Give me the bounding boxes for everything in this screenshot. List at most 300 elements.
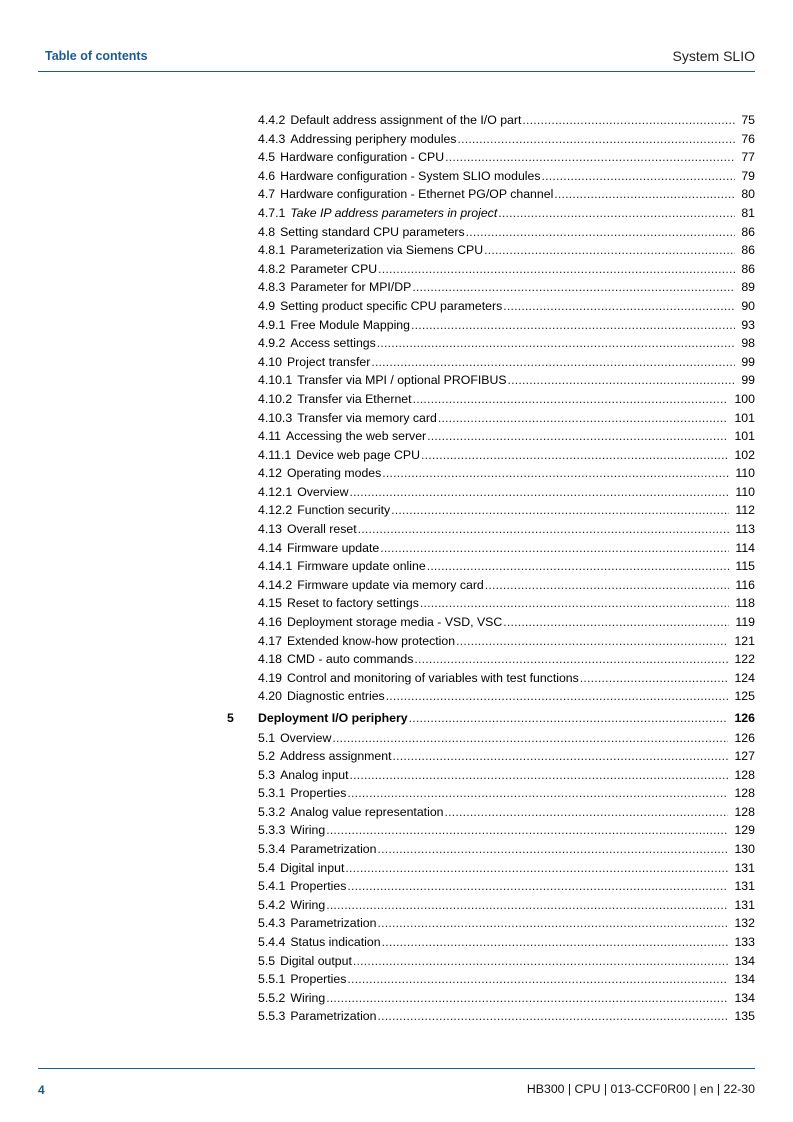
toc-page-number: 119 bbox=[735, 615, 755, 630]
toc-page-number: 75 bbox=[741, 113, 755, 127]
toc-section-title: Setting standard CPU parameters bbox=[280, 224, 465, 239]
toc-entry-line bbox=[258, 483, 755, 502]
toc-page-number: 115 bbox=[735, 559, 755, 574]
toc-entry-line bbox=[258, 914, 755, 933]
toc-section-title: CMD - auto commands bbox=[286, 652, 414, 667]
toc-entry[interactable] bbox=[0, 185, 793, 204]
toc-page-number: 113 bbox=[735, 522, 755, 537]
toc-leader-dots bbox=[371, 353, 735, 372]
toc-entry-line bbox=[258, 371, 755, 390]
toc-section-title: Firmware update online bbox=[297, 559, 426, 574]
toc-page-number: 128 bbox=[734, 804, 755, 819]
toc-leader-dots bbox=[391, 501, 729, 520]
toc-leader-dots bbox=[380, 539, 729, 558]
toc-entry[interactable] bbox=[0, 409, 793, 428]
toc-entry-line bbox=[258, 539, 755, 558]
toc-entry-line bbox=[258, 241, 755, 260]
toc-entry-line bbox=[258, 840, 755, 859]
toc-entry[interactable] bbox=[0, 747, 793, 766]
toc-section-title: Transfer via memory card bbox=[297, 410, 437, 425]
toc-leader-dots bbox=[498, 204, 735, 223]
toc-leader-dots bbox=[386, 687, 729, 706]
toc-section-title: Deployment I/O periphery bbox=[258, 711, 408, 725]
toc-section-title: Firmware update bbox=[286, 540, 380, 555]
toc-entry-line bbox=[258, 650, 755, 669]
toc-page-number: 127 bbox=[734, 749, 755, 764]
toc-entry[interactable] bbox=[0, 464, 793, 483]
toc-leader-dots bbox=[377, 1007, 728, 1026]
toc-entry[interactable] bbox=[0, 334, 793, 353]
toc-entry[interactable] bbox=[0, 952, 793, 971]
toc-entry-line bbox=[258, 729, 755, 748]
toc-section-title: Overview bbox=[280, 730, 332, 745]
toc-page-number: 128 bbox=[734, 786, 755, 801]
toc-leader-dots bbox=[347, 877, 728, 896]
toc-section-number: 4.5 bbox=[258, 150, 276, 165]
toc-entry[interactable] bbox=[0, 316, 793, 335]
toc-entry[interactable] bbox=[0, 483, 793, 502]
toc-page-number: 132 bbox=[734, 916, 755, 931]
toc-leader-dots bbox=[377, 334, 736, 353]
toc-entry-line bbox=[258, 427, 755, 446]
toc-section-number: 4.8 bbox=[258, 224, 276, 239]
toc-entry[interactable] bbox=[0, 427, 793, 446]
toc-entry[interactable] bbox=[0, 278, 793, 297]
toc-entry[interactable] bbox=[0, 1007, 793, 1026]
toc-leader-dots bbox=[347, 970, 728, 989]
toc-section-number: 4.8.2 bbox=[258, 261, 286, 276]
toc-leader-dots bbox=[377, 914, 728, 933]
toc-entry[interactable] bbox=[0, 297, 793, 316]
toc-entry[interactable] bbox=[0, 859, 793, 878]
toc-section-title: Access settings bbox=[290, 336, 376, 351]
toc-entry[interactable] bbox=[0, 970, 793, 989]
toc-entry[interactable] bbox=[0, 989, 793, 1008]
toc-entry-line bbox=[258, 859, 755, 878]
toc-section-title: Address assignment bbox=[280, 749, 392, 764]
toc-page-number: 80 bbox=[741, 187, 755, 202]
toc-leader-dots bbox=[445, 148, 735, 167]
toc-entry-line bbox=[258, 223, 755, 242]
toc-section-number: 4.19 bbox=[258, 670, 282, 685]
toc-page-number: 130 bbox=[734, 842, 755, 857]
toc-chapter-number: 5 bbox=[227, 711, 234, 725]
toc-section-number: 5.3.2 bbox=[258, 804, 286, 819]
toc-entry[interactable] bbox=[0, 111, 793, 130]
toc-section-title: Accessing the web server bbox=[286, 429, 427, 444]
toc-section-number: 5.5 bbox=[258, 953, 276, 968]
toc-page-number: 134 bbox=[734, 953, 755, 968]
toc-page-number: 86 bbox=[741, 261, 755, 276]
toc-entry[interactable] bbox=[0, 613, 793, 632]
toc-page-number: 81 bbox=[741, 205, 755, 220]
toc-leader-dots bbox=[554, 185, 735, 204]
toc-section-number: 4.8.1 bbox=[258, 243, 286, 258]
toc-section-number: 5.4.3 bbox=[258, 916, 286, 931]
toc-leader-dots bbox=[503, 613, 729, 632]
toc-entry[interactable] bbox=[0, 896, 793, 915]
toc-section-title: Addressing periphery modules bbox=[290, 131, 457, 146]
toc-entry[interactable] bbox=[0, 167, 793, 186]
toc-entry[interactable] bbox=[0, 260, 793, 279]
toc-section-number: 4.18 bbox=[258, 652, 282, 667]
toc-entry-line bbox=[258, 687, 755, 706]
toc-section-number: 4.13 bbox=[258, 522, 282, 537]
toc-entry[interactable] bbox=[0, 371, 793, 390]
toc-leader-dots bbox=[427, 427, 728, 446]
toc-section-title: Parameter CPU bbox=[290, 261, 378, 276]
toc-section-number: 5.4 bbox=[258, 860, 276, 875]
toc-entry-line bbox=[258, 167, 755, 186]
toc-page-number: 76 bbox=[741, 131, 755, 146]
toc-section-title: Operating modes bbox=[286, 466, 382, 481]
toc-entry-line bbox=[258, 260, 755, 279]
toc-entry[interactable] bbox=[0, 594, 793, 613]
toc-page-number: 129 bbox=[734, 823, 755, 838]
toc-section-title: Free Module Mapping bbox=[290, 317, 410, 332]
toc-page-number: 133 bbox=[734, 935, 755, 950]
toc-section-title: Take IP address parameters in project bbox=[290, 205, 498, 220]
toc-section-title: Transfer via Ethernet bbox=[297, 391, 412, 406]
toc-leader-dots bbox=[414, 650, 728, 669]
toc-leader-dots bbox=[377, 840, 728, 859]
toc-entry-line bbox=[258, 896, 755, 915]
toc-section-number: 5.2 bbox=[258, 749, 276, 764]
toc-section-title: Digital input bbox=[280, 860, 345, 875]
toc-page-number: 110 bbox=[735, 484, 755, 499]
toc-section-number: 5.5.2 bbox=[258, 990, 286, 1005]
toc-entry-line bbox=[258, 446, 755, 465]
toc-entry[interactable] bbox=[0, 557, 793, 576]
toc-entry-line bbox=[258, 632, 755, 651]
toc-page-number: 131 bbox=[734, 860, 755, 875]
toc-entry-line bbox=[258, 316, 755, 335]
toc-leader-dots bbox=[438, 409, 729, 428]
toc-section-title: Deployment storage media - VSD, VSC bbox=[286, 615, 503, 630]
toc-page-number: 100 bbox=[734, 391, 755, 406]
toc-entry-line bbox=[258, 111, 755, 130]
toc-entry-line bbox=[258, 952, 755, 971]
toc-section-title: Wiring bbox=[290, 823, 326, 838]
toc-page-number: 99 bbox=[741, 373, 755, 388]
toc-section-title: Parametrization bbox=[290, 842, 377, 857]
table-of-contents bbox=[0, 111, 793, 1026]
toc-section-number: 4.8.3 bbox=[258, 280, 286, 295]
toc-leader-dots bbox=[412, 278, 735, 297]
toc-entry[interactable] bbox=[0, 877, 793, 896]
toc-section-title: Properties bbox=[290, 972, 347, 987]
toc-leader-dots bbox=[580, 669, 729, 688]
toc-entry[interactable] bbox=[0, 353, 793, 372]
toc-section-title: Default address assignment of the I/O part bbox=[290, 113, 522, 127]
toc-leader-dots bbox=[353, 952, 729, 971]
toc-section-title: Device web page CPU bbox=[296, 447, 420, 462]
toc-page-number: 124 bbox=[734, 670, 755, 685]
toc-leader-dots bbox=[413, 390, 729, 409]
toc-section-title: Diagnostic entries bbox=[286, 689, 385, 704]
footer-page-number: 4 bbox=[38, 1083, 45, 1097]
toc-entry-line bbox=[258, 970, 755, 989]
toc-page-number: 99 bbox=[741, 354, 755, 369]
toc-entry-line bbox=[258, 297, 755, 316]
toc-entry[interactable] bbox=[0, 446, 793, 465]
toc-section-title: Setting product specific CPU parameters bbox=[280, 298, 503, 313]
toc-entry[interactable] bbox=[0, 223, 793, 242]
header-product-name: System SLIO bbox=[672, 48, 755, 64]
toc-leader-dots bbox=[411, 316, 735, 335]
toc-entry-line bbox=[258, 803, 755, 822]
toc-page-number: 134 bbox=[734, 972, 755, 987]
toc-section-number: 5.3.4 bbox=[258, 842, 286, 857]
toc-section-title: Digital output bbox=[280, 953, 352, 968]
toc-leader-dots bbox=[393, 747, 729, 766]
header-divider bbox=[38, 71, 755, 72]
toc-entry[interactable] bbox=[0, 766, 793, 785]
toc-section-number: 4.11.1 bbox=[258, 447, 292, 462]
toc-section-title: Properties bbox=[290, 786, 347, 801]
toc-page-number: 118 bbox=[735, 596, 755, 611]
toc-leader-dots bbox=[542, 167, 736, 186]
toc-section-number: 4.14 bbox=[258, 540, 282, 555]
toc-section-title: Control and monitoring of variables with test functions bbox=[286, 670, 579, 685]
toc-section-number: 4.9 bbox=[258, 298, 276, 313]
toc-page-number: 116 bbox=[735, 577, 755, 592]
toc-section-number: 4.14.1 bbox=[258, 559, 293, 574]
toc-entry[interactable] bbox=[0, 840, 793, 859]
toc-leader-dots bbox=[421, 446, 728, 465]
toc-entry[interactable] bbox=[0, 933, 793, 952]
toc-entry-line bbox=[258, 353, 755, 372]
toc-leader-dots bbox=[382, 933, 729, 952]
toc-section-title: Hardware configuration - Ethernet PG/OP channel bbox=[280, 187, 554, 202]
toc-section-number: 4.10.3 bbox=[258, 410, 293, 425]
toc-leader-dots bbox=[427, 557, 730, 576]
toc-section-title: Parametrization bbox=[290, 916, 377, 931]
toc-section-title: Properties bbox=[290, 879, 347, 894]
toc-section-title: Firmware update via memory card bbox=[297, 577, 484, 592]
toc-page-number: 77 bbox=[741, 150, 755, 165]
toc-entry[interactable] bbox=[0, 130, 793, 149]
toc-section-number: 4.12.2 bbox=[258, 503, 293, 518]
toc-leader-dots bbox=[485, 576, 730, 595]
toc-page-number: 121 bbox=[734, 633, 755, 648]
toc-leader-dots bbox=[503, 297, 735, 316]
toc-section-number: 4.16 bbox=[258, 615, 282, 630]
toc-entry-line bbox=[258, 766, 755, 785]
toc-section-number: 4.12 bbox=[258, 466, 282, 481]
toc-entry[interactable] bbox=[0, 803, 793, 822]
toc-page-number: 135 bbox=[734, 1009, 755, 1024]
toc-entry-line bbox=[258, 278, 755, 297]
toc-section-title: Overview bbox=[297, 484, 349, 499]
toc-section-title: Parameter for MPI/DP bbox=[290, 280, 412, 295]
toc-section-title: Project transfer bbox=[286, 354, 371, 369]
toc-page-number: 98 bbox=[741, 336, 755, 351]
toc-section-number: 4.10 bbox=[258, 354, 282, 369]
toc-section-number: 4.17 bbox=[258, 633, 282, 648]
toc-section-number: 4.7 bbox=[258, 187, 276, 202]
toc-page-number: 110 bbox=[735, 466, 755, 481]
toc-section-title: Transfer via MPI / optional PROFIBUS bbox=[297, 373, 507, 388]
toc-entry[interactable] bbox=[0, 669, 793, 688]
toc-page-number: 79 bbox=[741, 168, 755, 183]
toc-entry-line bbox=[258, 933, 755, 952]
toc-leader-dots bbox=[326, 821, 728, 840]
toc-section-number: 5.1 bbox=[258, 730, 276, 745]
toc-entry[interactable] bbox=[0, 241, 793, 260]
toc-page-number: 134 bbox=[734, 990, 755, 1005]
toc-section-number: 5.5.1 bbox=[258, 972, 286, 987]
toc-section-title: Reset to factory settings bbox=[286, 596, 419, 611]
toc-entry[interactable] bbox=[0, 148, 793, 167]
header-section-title: Table of contents bbox=[45, 49, 148, 63]
toc-section-number: 5.4.2 bbox=[258, 897, 286, 912]
toc-page-number: 86 bbox=[741, 243, 755, 258]
toc-entry-line bbox=[258, 784, 755, 803]
toc-leader-dots bbox=[409, 708, 729, 729]
toc-entry[interactable] bbox=[0, 914, 793, 933]
toc-entry[interactable] bbox=[0, 390, 793, 409]
toc-section-number: 4.12.1 bbox=[258, 484, 293, 499]
toc-section-title: Wiring bbox=[290, 990, 326, 1005]
toc-page-number: 114 bbox=[735, 540, 755, 555]
toc-leader-dots bbox=[332, 729, 728, 748]
toc-entry[interactable] bbox=[0, 729, 793, 748]
toc-entry-line bbox=[258, 390, 755, 409]
toc-entry-line bbox=[258, 989, 755, 1008]
toc-section-title: Overall reset bbox=[286, 522, 357, 537]
toc-page-number: 89 bbox=[741, 280, 755, 295]
toc-section-title: Status indication bbox=[290, 935, 381, 950]
toc-page-number: 122 bbox=[734, 652, 755, 667]
toc-entry-line bbox=[258, 747, 755, 766]
toc-leader-dots bbox=[326, 896, 728, 915]
footer-divider bbox=[38, 1068, 755, 1069]
toc-entry-line bbox=[258, 409, 755, 428]
toc-entry[interactable] bbox=[0, 784, 793, 803]
toc-section-number: 5.5.3 bbox=[258, 1009, 286, 1024]
toc-section-number: 4.6 bbox=[258, 168, 276, 183]
toc-leader-dots bbox=[445, 803, 729, 822]
toc-page-number: 93 bbox=[741, 317, 755, 332]
toc-section-title: Extended know-how protection bbox=[286, 633, 456, 648]
toc-leader-dots bbox=[484, 241, 735, 260]
toc-entry[interactable] bbox=[0, 650, 793, 669]
toc-page-number: 125 bbox=[734, 689, 755, 704]
toc-section-title: Parametrization bbox=[290, 1009, 377, 1024]
toc-entry-line bbox=[258, 877, 755, 896]
toc-page-number: 131 bbox=[734, 897, 755, 912]
toc-section-number: 5.3.3 bbox=[258, 823, 286, 838]
toc-entry[interactable] bbox=[0, 632, 793, 651]
toc-section-title: Hardware configuration - CPU bbox=[280, 150, 445, 165]
toc-entry-line bbox=[258, 501, 755, 520]
toc-page-number: 112 bbox=[735, 503, 755, 518]
footer-document-id: HB300 | CPU | 013-CCF0R00 | en | 22-30 bbox=[526, 1082, 755, 1096]
toc-entry-line bbox=[258, 185, 755, 204]
toc-section-number: 4.7.1 bbox=[258, 205, 286, 220]
toc-entry-line bbox=[258, 1007, 755, 1026]
toc-leader-dots bbox=[358, 520, 730, 539]
toc-page-number: 101 bbox=[734, 429, 755, 444]
toc-section-title: Function security bbox=[297, 503, 391, 518]
toc-entry-line bbox=[258, 204, 755, 223]
toc-page-number: 128 bbox=[734, 767, 755, 782]
toc-leader-dots bbox=[378, 260, 735, 279]
toc-section-number: 4.11 bbox=[258, 429, 282, 444]
toc-entry-line bbox=[258, 148, 755, 167]
toc-page-number: 131 bbox=[734, 879, 755, 894]
toc-entry-line bbox=[258, 576, 755, 595]
toc-leader-dots bbox=[466, 223, 736, 242]
toc-section-number: 4.10.2 bbox=[258, 391, 293, 406]
toc-entry-line bbox=[258, 669, 755, 688]
toc-section-title: Analog input bbox=[280, 767, 349, 782]
toc-entry-line bbox=[258, 613, 755, 632]
toc-leader-dots bbox=[457, 130, 735, 149]
toc-entry[interactable] bbox=[0, 687, 793, 706]
toc-section-title: Hardware configuration - System SLIO modules bbox=[280, 168, 541, 183]
toc-leader-dots bbox=[345, 859, 728, 878]
toc-section-number: 5.3 bbox=[258, 767, 276, 782]
toc-section-number: 4.4.2 bbox=[258, 113, 286, 127]
toc-entry-line bbox=[258, 557, 755, 576]
toc-chapter-entry[interactable] bbox=[0, 708, 793, 729]
toc-section-number: 5.4.1 bbox=[258, 879, 286, 894]
toc-entry[interactable] bbox=[0, 821, 793, 840]
toc-section-title: Wiring bbox=[290, 897, 326, 912]
toc-entry[interactable] bbox=[0, 204, 793, 223]
toc-entry-line bbox=[258, 464, 755, 483]
toc-leader-dots bbox=[382, 464, 729, 483]
toc-entry-line bbox=[258, 334, 755, 353]
toc-section-number: 4.9.1 bbox=[258, 317, 286, 332]
toc-leader-dots bbox=[349, 483, 729, 502]
toc-entry-line bbox=[258, 520, 755, 539]
toc-page-number: 90 bbox=[741, 298, 755, 313]
toc-leader-dots bbox=[456, 632, 728, 651]
toc-leader-dots bbox=[347, 784, 728, 803]
toc-leader-dots bbox=[326, 989, 728, 1008]
toc-section-title: Analog value representation bbox=[290, 804, 444, 819]
toc-page-number: 86 bbox=[741, 224, 755, 239]
toc-section-number: 4.15 bbox=[258, 596, 282, 611]
toc-entry-line bbox=[258, 130, 755, 149]
toc-entry-line bbox=[258, 708, 755, 729]
toc-page-number: 126 bbox=[734, 711, 755, 725]
toc-page-number: 101 bbox=[734, 410, 755, 425]
toc-entry[interactable] bbox=[0, 576, 793, 595]
toc-section-number: 5.4.4 bbox=[258, 935, 286, 950]
toc-entry-line bbox=[258, 821, 755, 840]
toc-leader-dots bbox=[508, 371, 736, 390]
toc-section-number: 4.14.2 bbox=[258, 577, 293, 592]
toc-section-number: 4.4.3 bbox=[258, 131, 286, 146]
toc-leader-dots bbox=[420, 594, 730, 613]
toc-entry[interactable] bbox=[0, 520, 793, 539]
toc-page-number: 126 bbox=[734, 730, 755, 745]
toc-section-title: Parameterization via Siemens CPU bbox=[290, 243, 484, 258]
toc-leader-dots bbox=[349, 766, 728, 785]
toc-section-number: 4.9.2 bbox=[258, 336, 286, 351]
toc-entry[interactable] bbox=[0, 501, 793, 520]
toc-section-number: 5.3.1 bbox=[258, 786, 286, 801]
toc-section-number: 4.10.1 bbox=[258, 373, 293, 388]
toc-leader-dots bbox=[522, 111, 735, 130]
toc-entry[interactable] bbox=[0, 539, 793, 558]
toc-page-number: 102 bbox=[734, 447, 755, 462]
toc-entry-line bbox=[258, 594, 755, 613]
